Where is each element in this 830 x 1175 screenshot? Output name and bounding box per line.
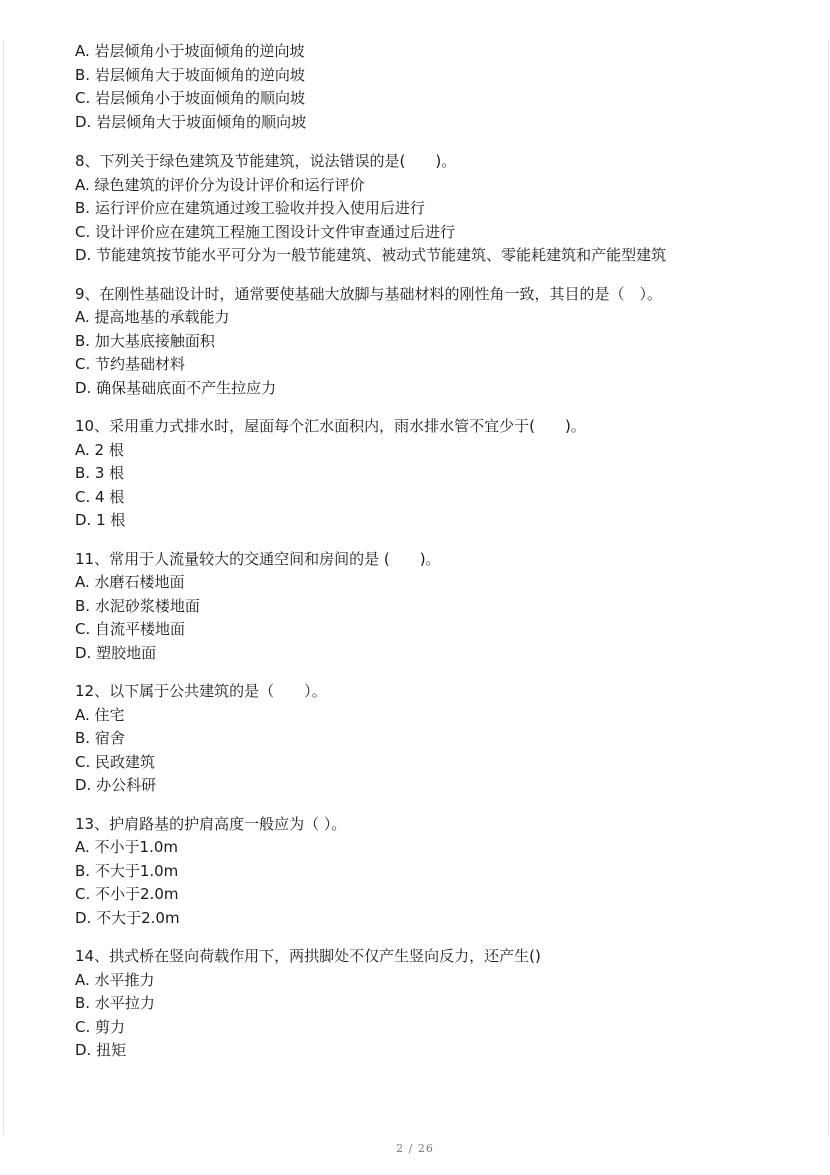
question-text: 8、下列关于绿色建筑及节能建筑，说法错误的是( )。: [75, 152, 457, 170]
question-12: [75, 680, 805, 798]
option-d: D. 办公科研: [75, 776, 157, 794]
option-c: C. 剪力: [75, 1017, 126, 1036]
question-14: [75, 945, 805, 1063]
option-b: B. 不大于1.0m: [75, 861, 179, 880]
option-d: D. 节能建筑按节能水平可分为一般节能建筑、被动式节能建筑、零能耗建筑和产能型建筑: [75, 246, 667, 264]
option-7-c: C. 岩层倾角小于坡面倾角的顺向坡: [75, 89, 306, 107]
option-c: C. 民政建筑: [75, 752, 156, 771]
option-c: C. 设计评价应在建筑工程施工图设计文件审查通过后进行: [75, 222, 456, 241]
option-c: C. 不小于2.0m: [75, 885, 179, 903]
option-d: D. 塑胶地面: [75, 643, 157, 662]
question-text: 14、拱式桥在竖向荷载作用下，两拱脚处不仅产生竖向反力，还产生(): [75, 947, 541, 965]
option-a: A. 住宅: [75, 705, 125, 724]
option-7-a: A. 岩层倾角小于坡面倾角的逆向坡: [75, 42, 305, 60]
question-7-options: [75, 40, 805, 134]
page-number: 2 / 26: [396, 1142, 434, 1155]
option-b: B. 宿舍: [75, 729, 125, 747]
option-b: B. 水平拉力: [75, 994, 155, 1012]
question-13: [75, 813, 805, 931]
option-b: B. 水泥砂浆楼地面: [75, 596, 200, 615]
question-text: 11、常用于人流量较大的交通空间和房间的是 ( )。: [75, 549, 441, 568]
question-text: 10、采用重力式排水时，屋面每个汇水面积内，雨水排水管不宜少于( )。: [75, 417, 586, 435]
option-b: B. 加大基底接触面积: [75, 331, 215, 350]
option-a: A. 绿色建筑的评价分为设计评价和运行评价: [75, 175, 365, 194]
option-d: D. 不大于2.0m: [75, 908, 180, 927]
question-11: [75, 548, 805, 666]
question-text: 9、在刚性基础设计时，通常要使基础大放脚与基础材料的刚性角一致，其目的是（ ）。: [75, 284, 663, 303]
option-a: A. 2 根: [75, 440, 124, 459]
option-c: C. 4 根: [75, 487, 125, 506]
question-text: 12、以下属于公共建筑的是（ ）。: [75, 682, 327, 700]
option-c: C. 自流平楼地面: [75, 620, 186, 638]
question-8: [75, 150, 805, 268]
option-b: B. 运行评价应在建筑通过竣工验收并投入使用后进行: [75, 199, 425, 217]
option-d: D. 扭矩: [75, 1041, 127, 1059]
option-a: A. 不小于1.0m: [75, 838, 179, 856]
question-text: 13、护肩路基的护肩高度一般应为（ ）。: [75, 814, 347, 833]
option-c: C. 节约基础材料: [75, 355, 186, 373]
option-d: D. 1 根: [75, 511, 126, 529]
option-a: A. 水平推力: [75, 970, 155, 989]
option-a: A. 提高地基的承载能力: [75, 308, 230, 326]
option-d: D. 确保基础底面不产生拉应力: [75, 378, 277, 397]
question-9: [75, 283, 805, 401]
document-body: [75, 40, 805, 1078]
option-7-d: D. 岩层倾角大于坡面倾角的顺向坡: [75, 112, 307, 131]
question-10: [75, 415, 805, 533]
option-7-b: B. 岩层倾角大于坡面倾角的逆向坡: [75, 65, 305, 84]
option-b: B. 3 根: [75, 464, 125, 482]
option-a: A. 水磨石楼地面: [75, 573, 185, 591]
